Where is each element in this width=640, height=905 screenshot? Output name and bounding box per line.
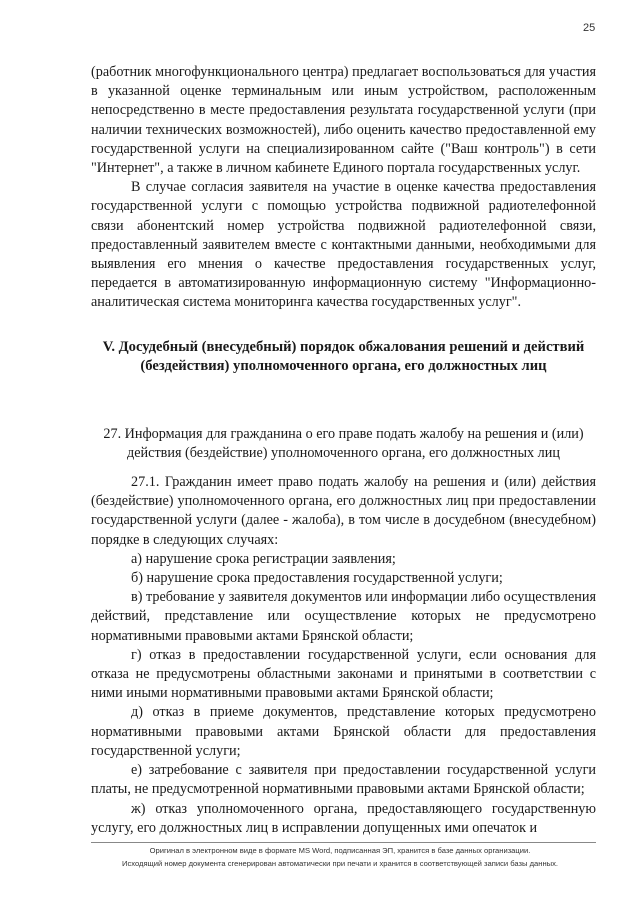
paragraph: В случае согласия заявителя на участие в оценке качества предоставления государственной услуги с помощью устройства подвижной радиотелефонной связи абонентский номер устройства подвижной радиотелефонной связи, предоставленный заявителем вместе с контактными данными, необходимыми для выявления его мнения о качестве предоставления государственных услуг, передается в автоматизированную информационную систему "Информационно-аналитическая система мониторинга качества государственных услуг". (91, 179, 596, 311)
footer-note: Оригинал в электронном виде в формате MS Word, подписанная ЭП, хранится в базе данных организации. (149, 846, 531, 855)
list-item: в) требование у заявителя документов или информации либо осуществления действий, представление или осуществление которых не предусмотрено нормативными правовыми актами Брянской области; (91, 589, 596, 644)
list-item: е) затребование с заявителя при предоставлении государственной услуги платы, не предусмотренной нормативными правовыми актами Брянской области; (91, 762, 596, 798)
subsection-heading: 27. Информация для гражданина о его праве подать жалобу на решения и (или) действия (бездействие) уполномоченного органа, его должностных лиц (103, 425, 584, 461)
clause-intro: 27.1. Гражданин имеет право подать жалобу на решения и (или) действия (бездействие) уполномоченного органа, его должностных лиц при предоставлении государственной услуги (далее - жалоба), в том числе в досудебном (внесудебном) порядке в следующих случаях: (91, 474, 596, 548)
list-item: ж) отказ уполномоченного органа, предоставляющего государственную услугу, его должностных лиц в исправлении допущенных ими опечаток и (91, 800, 596, 836)
section-heading: V. Досудебный (внесудебный) порядок обжалования решений и действий (бездействия) уполномоченного органа, его должностных лиц (102, 338, 585, 375)
list-item: г) отказ в предоставлении государственной услуги, если основания для отказа не предусмотрены областными законами и принятыми в соответствии с ними иными нормативными правовыми актами Брянской области; (91, 646, 596, 702)
list-item: б) нарушение срока предоставления государственной услуги; (131, 570, 503, 587)
document-body (91, 63, 596, 838)
paragraph: (работник многофункционального центра) предлагает воспользоваться для участия в указанной оценке терминальным или иным устройством, расположенным непосредственно в месте предоставления результата государственной услуги (при наличии технических возможностей), либо оценить качество предоставленной ему государственной услуги на специализированном сайте ("Ваш контроль") в сети "Интернет", а также в личном кабинете Единого портала государственных услуг. (91, 64, 596, 177)
page-number: 25 (583, 22, 596, 34)
footer-note: Исходящий номер документа сгенерирован автоматически при печати и хранится в соответствующей записи базы данных. (121, 859, 558, 868)
list-item: д) отказ в приеме документов, представление которых предусмотрено нормативными правовыми актами Брянской области для предоставления государственной услуги; (91, 704, 596, 759)
list-item: а) нарушение срока регистрации заявления; (131, 550, 396, 567)
footer-divider (91, 842, 596, 843)
